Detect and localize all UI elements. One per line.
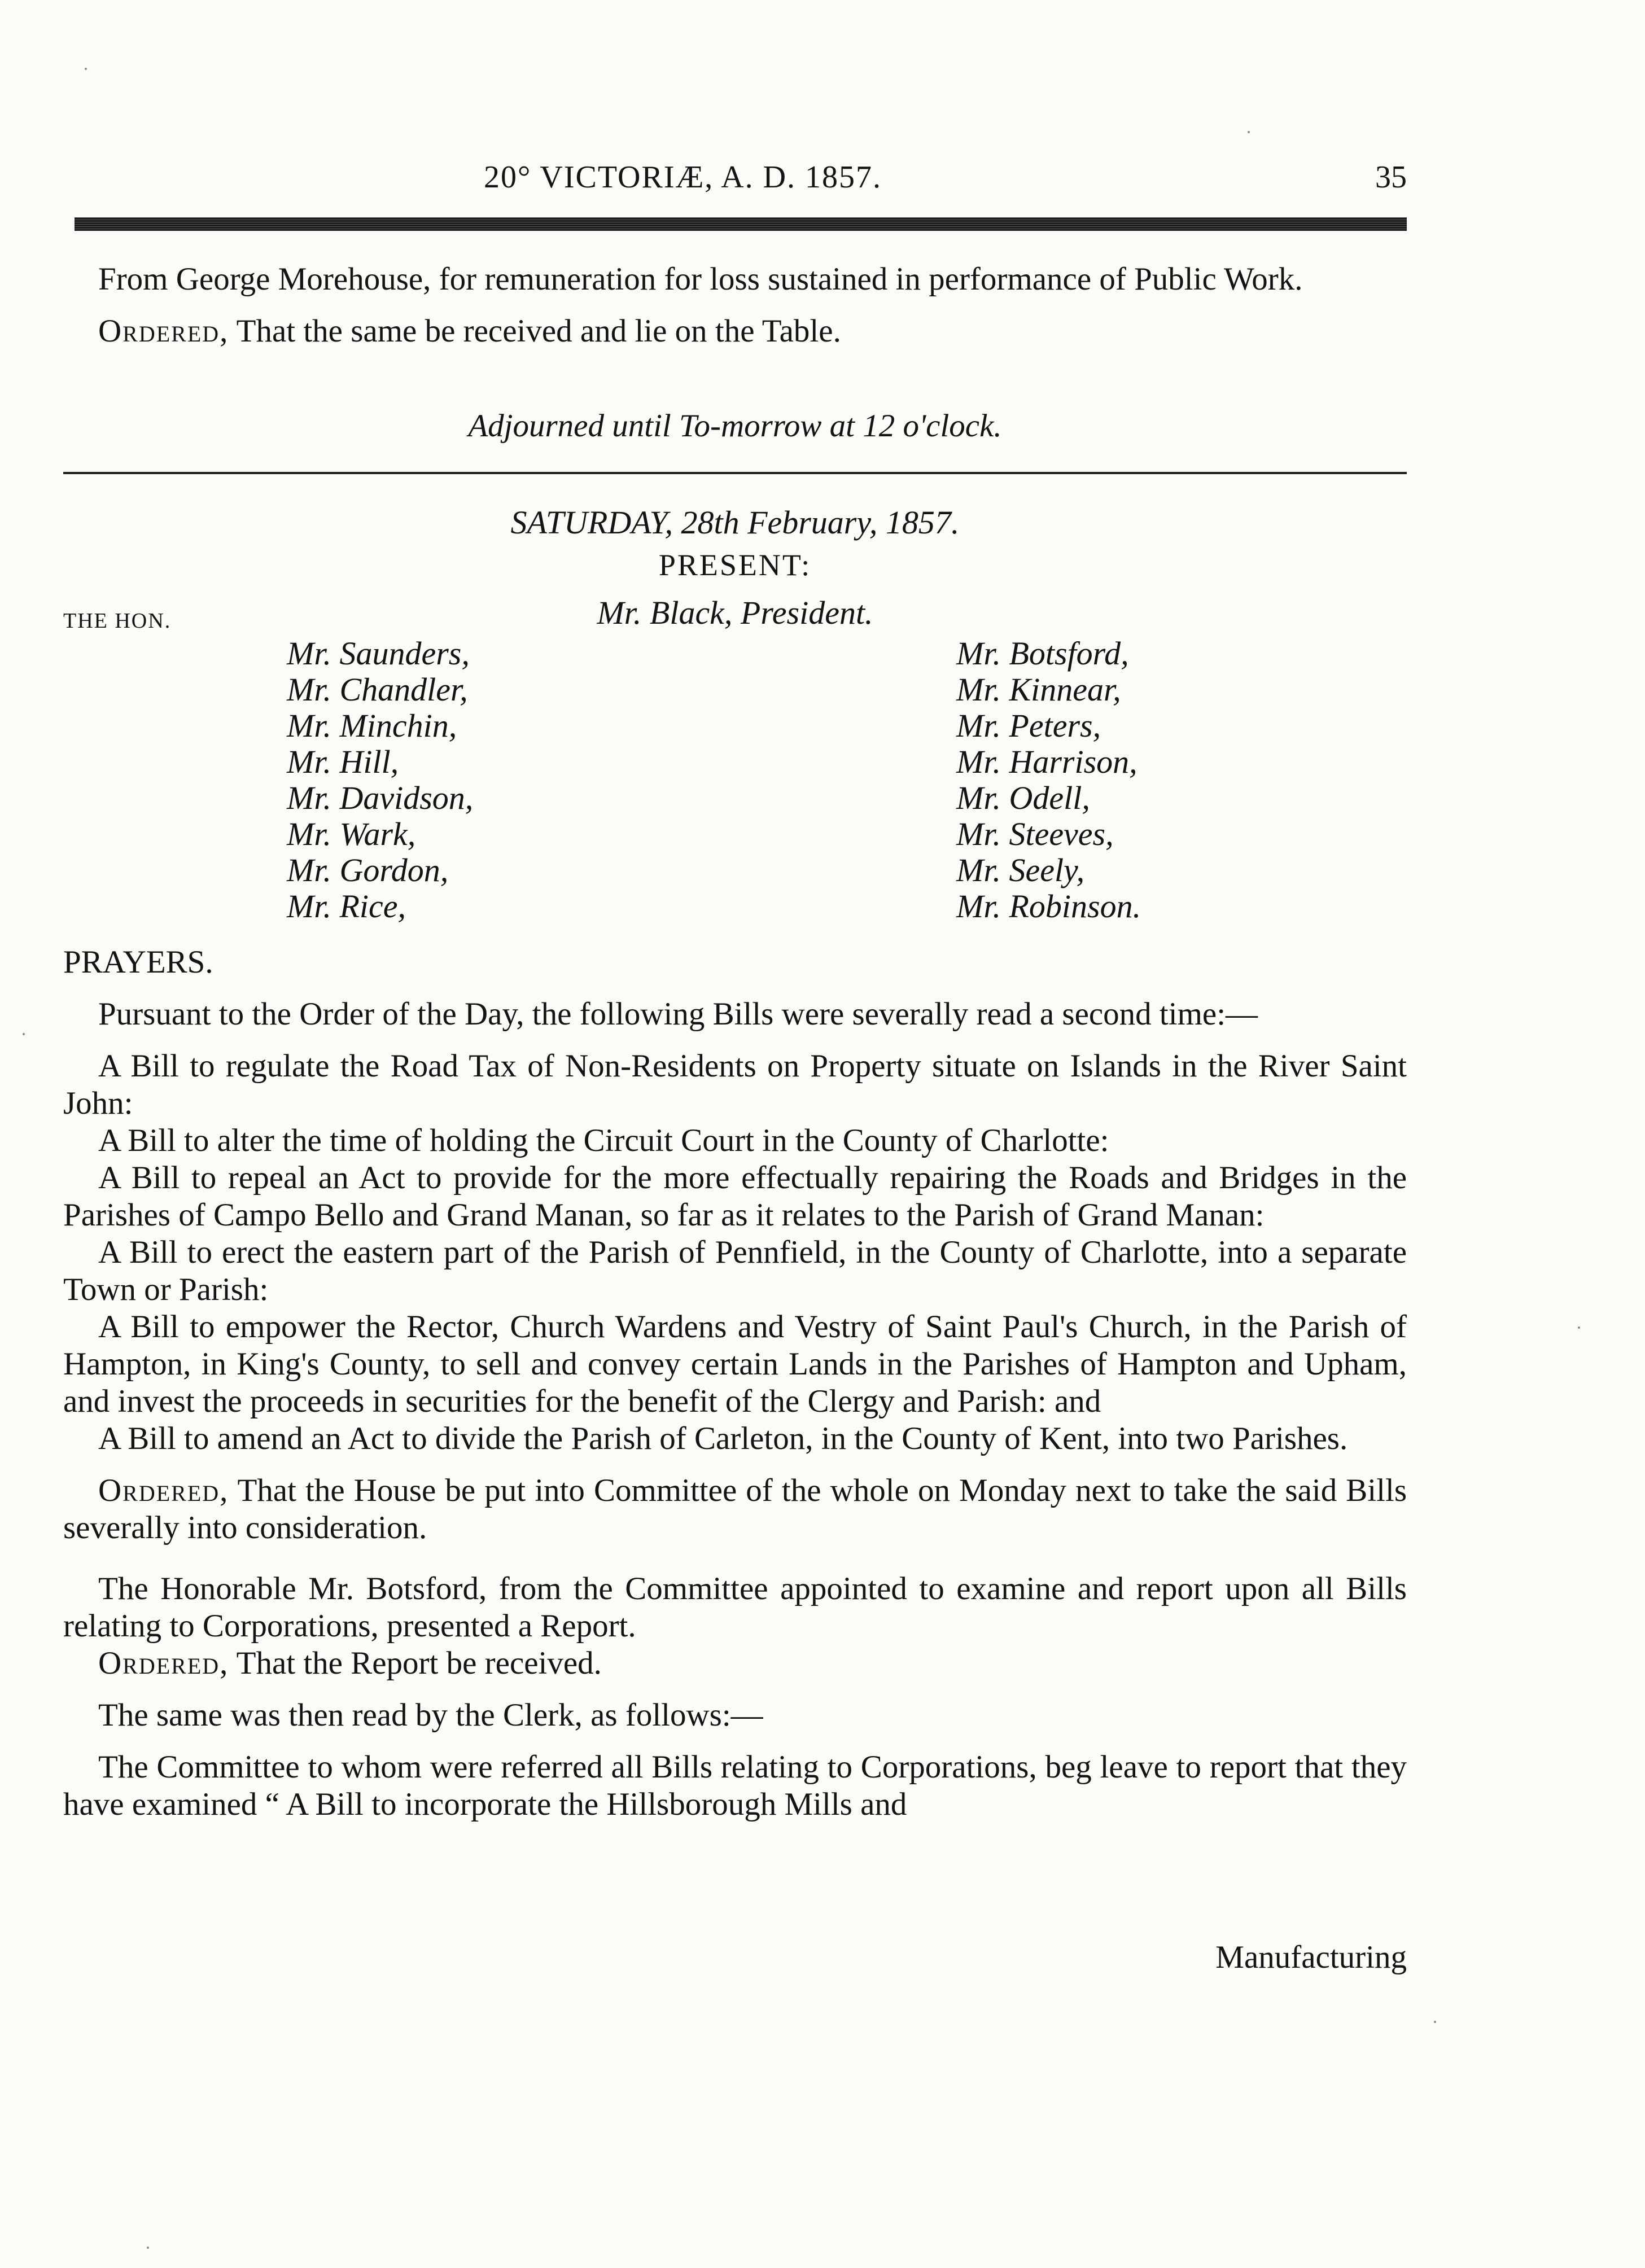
petition-paragraph: From George Morehouse, for remuneration for loss sustained in performance of Public Work. <box>98 261 1303 297</box>
sitting-day: SATURDAY, <box>510 504 673 541</box>
adjournment-line: Adjourned until To-morrow at 12 o'clock. <box>468 408 1002 444</box>
header-rule <box>75 217 1407 231</box>
member-name: Mr. Harrison, <box>956 743 1138 780</box>
section-rule <box>63 472 1407 474</box>
sitting-date <box>63 503 1407 541</box>
scan-speck <box>23 1033 25 1035</box>
member-name: Mr. Rice, <box>287 888 406 925</box>
scan-speck <box>1434 2021 1436 2023</box>
ordered-report-paragraph <box>63 1645 1407 1682</box>
member-name: Mr. Hill, <box>287 743 399 780</box>
bill-item: A Bill to regulate the Road Tax of Non-Residents on Property situate on Islands in the River Saint John: <box>63 1048 1407 1121</box>
hon-label: THE HON. <box>63 609 172 633</box>
bill-item: A Bill to repeal an Act to provide for the more effectually repairing the Roads and Bridges in the Parishes of Campo Bello and Grand Manan, so far as it relates to the Parish of Grand Manan: <box>63 1160 1407 1233</box>
ordered-report-text: That the Report be received. <box>229 1645 602 1681</box>
member-name: Mr. Seely, <box>956 852 1085 888</box>
scan-speck <box>147 2247 149 2249</box>
member-name: Mr. Wark, <box>287 816 416 852</box>
bill-item: A Bill to erect the eastern part of the Parish of Pennfield, in the County of Charlotte, into a separate Town or Parish: <box>63 1234 1407 1307</box>
pursuant-paragraph: Pursuant to the Order of the Day, the following Bills were severally read a second time:— <box>98 996 1258 1032</box>
member-name: Mr. Steeves, <box>956 816 1114 852</box>
committee-report-paragraph: The Committee to whom were referred all Bills relating to Corporations, beg leave to report that they have examined “ A Bill to incorporate the Hillsborough Mills and <box>63 1749 1407 1822</box>
president-line: Mr. Black, President. <box>597 594 873 631</box>
ordered-label: Ordered, <box>98 313 229 349</box>
member-name: Mr. Minchin, <box>287 707 457 744</box>
sitting-date-rest: 28th February, 1857. <box>672 504 960 541</box>
scan-speck <box>1578 1326 1580 1329</box>
bill-item: A Bill to empower the Rector, Church Wardens and Vestry of Saint Paul's Church, in the Parish of Hampton, in King's County, to sell and convey certain Lands in the Parishes of Hampton and Upham, and invest the proceeds in securities for the benefit of the Clergy and Parish: and <box>63 1309 1407 1419</box>
present-heading: PRESENT: <box>658 548 812 582</box>
bill-item: A Bill to alter the time of holding the Circuit Court in the County of Charlotte: <box>98 1123 1109 1158</box>
read-by-clerk-paragraph: The same was then read by the Clerk, as follows:— <box>98 1697 763 1733</box>
page-number: 35 <box>1375 160 1407 195</box>
proceedings-body <box>63 944 1407 1823</box>
member-name: Mr. Chandler, <box>287 671 468 708</box>
member-name: Mr. Saunders, <box>287 635 470 672</box>
member-name: Mr. Gordon, <box>287 852 449 888</box>
petition-section <box>63 261 1407 350</box>
document-page <box>63 0 1407 2268</box>
botsford-report-paragraph: The Honorable Mr. Botsford, from the Committee appointed to examine and report upon all Bills relating to Corporations, presented a Report. <box>63 1571 1407 1644</box>
member-name: Mr. Botsford, <box>956 635 1129 672</box>
member-name: Mr. Davidson, <box>287 780 474 816</box>
running-title: 20° VICTORIÆ, A. D. 1857. <box>484 160 882 195</box>
ordered-paragraph-table <box>63 313 1407 350</box>
member-name: Mr. Peters, <box>956 707 1101 744</box>
ordered-text: That the same be received and lie on the Table. <box>229 313 841 349</box>
member-name: Mr. Robinson. <box>956 888 1141 925</box>
scan-speck <box>1248 131 1250 133</box>
members-left-column <box>287 636 473 925</box>
running-head <box>63 159 1407 204</box>
scan-speck <box>85 68 87 70</box>
ordered-committee-text: That the House be put into Committee of the whole on Monday next to take the said Bills severally into consideration. <box>63 1473 1407 1545</box>
ordered-label: Ordered, <box>98 1645 229 1681</box>
member-name: Mr. Odell, <box>956 780 1090 816</box>
member-name: Mr. Kinnear, <box>956 671 1121 708</box>
members-right-column <box>956 636 1141 925</box>
bill-item: A Bill to amend an Act to divide the Parish of Carleton, in the County of Kent, into two Parishes. <box>98 1421 1348 1456</box>
catchword: Manufacturing <box>1215 1939 1407 1975</box>
ordered-label: Ordered, <box>98 1473 229 1508</box>
ordered-committee-paragraph <box>63 1472 1407 1547</box>
prayers-heading: PRAYERS. <box>63 944 213 980</box>
